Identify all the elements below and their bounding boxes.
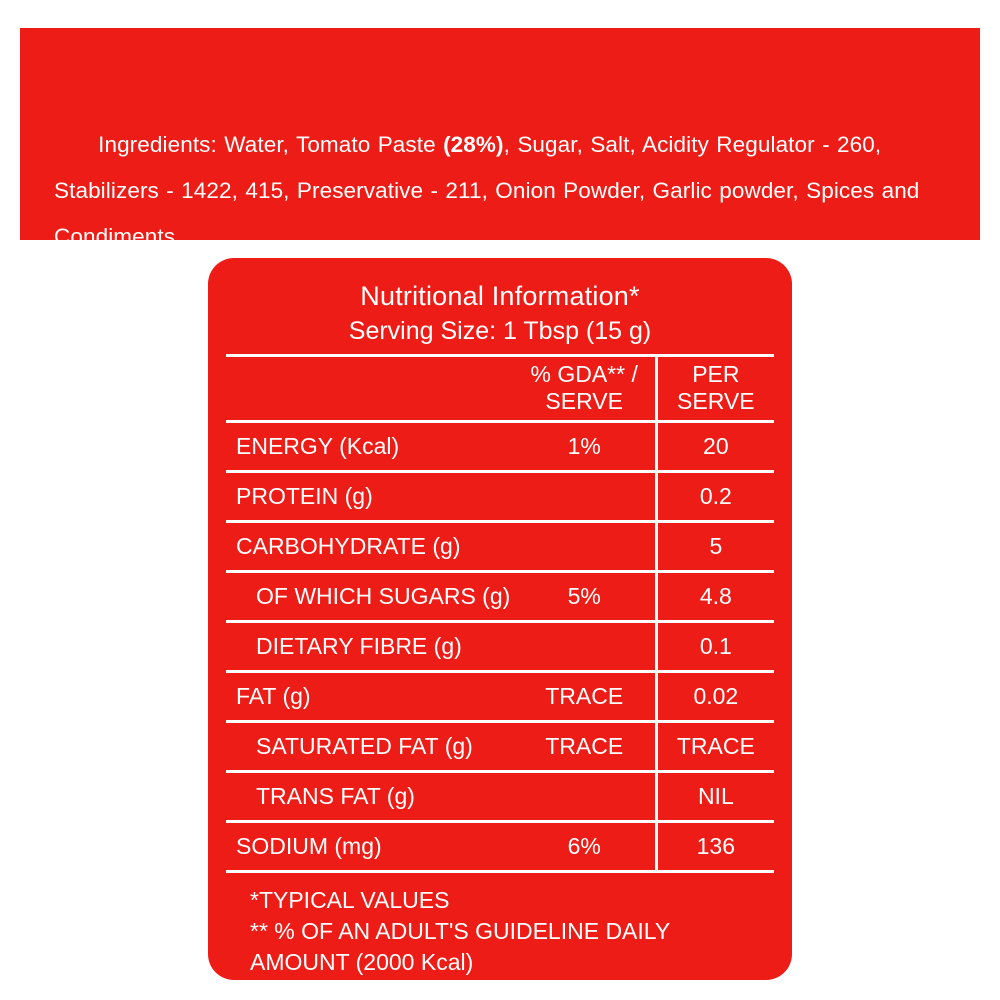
row-label: SODIUM (mg) xyxy=(226,822,514,872)
row-gda-value xyxy=(514,472,656,522)
table-header-row xyxy=(226,356,774,422)
column-header-nutrient xyxy=(226,356,514,422)
row-serve-value: 0.1 xyxy=(656,622,774,672)
column-header-per-serve: PER SERVE xyxy=(656,356,774,422)
row-serve-value: TRACE xyxy=(656,722,774,772)
row-serve-value: 0.2 xyxy=(656,472,774,522)
table-row xyxy=(226,772,774,822)
row-gda-value: 1% xyxy=(514,422,656,472)
ingredients-body-after-bold: , Sugar, Salt, Acidity Regulator - 260, Stabilizers - 1422, 415, Preservative - 211, Onion Powder, Garlic powder, Spices and Condiments. xyxy=(54,132,927,249)
table-row xyxy=(226,722,774,772)
nutrition-footnotes: *TYPICAL VALUES ** % OF AN ADULT'S GUIDELINE DAILY AMOUNT (2000 Kcal) xyxy=(250,887,670,975)
nutrition-title: Nutritional Information* xyxy=(360,281,640,311)
table-row xyxy=(226,422,774,472)
ingredients-banner xyxy=(20,28,980,249)
serving-size: Serving Size: 1 Tbsp (15 g) xyxy=(348,317,652,345)
ingredients-body-before-bold: Water, Tomato Paste xyxy=(216,132,444,157)
column-header-gda: % GDA** / SERVE xyxy=(514,356,656,422)
row-label: PROTEIN (g) xyxy=(226,472,514,522)
nutrition-table-body xyxy=(226,422,774,872)
row-label: ENERGY (Kcal) xyxy=(226,422,514,472)
table-row xyxy=(226,472,774,522)
nutrition-table xyxy=(226,354,774,873)
row-serve-value: NIL xyxy=(656,772,774,822)
row-gda-value xyxy=(514,772,656,822)
ingredients-tomato-paste-percent: (28%) xyxy=(443,132,504,157)
row-label: CARBOHYDRATE (g) xyxy=(226,522,514,572)
row-gda-value xyxy=(514,522,656,572)
row-gda-value: TRACE xyxy=(514,672,656,722)
row-label: SATURATED FAT (g) xyxy=(226,722,514,772)
row-gda-value: 6% xyxy=(514,822,656,872)
row-serve-value: 4.8 xyxy=(656,572,774,622)
row-gda-value xyxy=(514,622,656,672)
row-serve-value: 0.02 xyxy=(656,672,774,722)
table-row xyxy=(226,572,774,622)
ingredients-label: Ingredients: xyxy=(98,132,217,157)
row-serve-value: 20 xyxy=(656,422,774,472)
row-label: DIETARY FIBRE (g) xyxy=(226,622,514,672)
table-row xyxy=(226,672,774,722)
table-row xyxy=(226,622,774,672)
row-serve-value: 136 xyxy=(656,822,774,872)
row-gda-value: TRACE xyxy=(514,722,656,772)
nutrition-panel xyxy=(208,258,792,980)
row-label: OF WHICH SUGARS (g) xyxy=(226,572,514,622)
row-serve-value: 5 xyxy=(656,522,774,572)
row-gda-value: 5% xyxy=(514,572,656,622)
table-row xyxy=(226,522,774,572)
row-label: TRANS FAT (g) xyxy=(226,772,514,822)
table-row xyxy=(226,822,774,872)
row-label: FAT (g) xyxy=(226,672,514,722)
